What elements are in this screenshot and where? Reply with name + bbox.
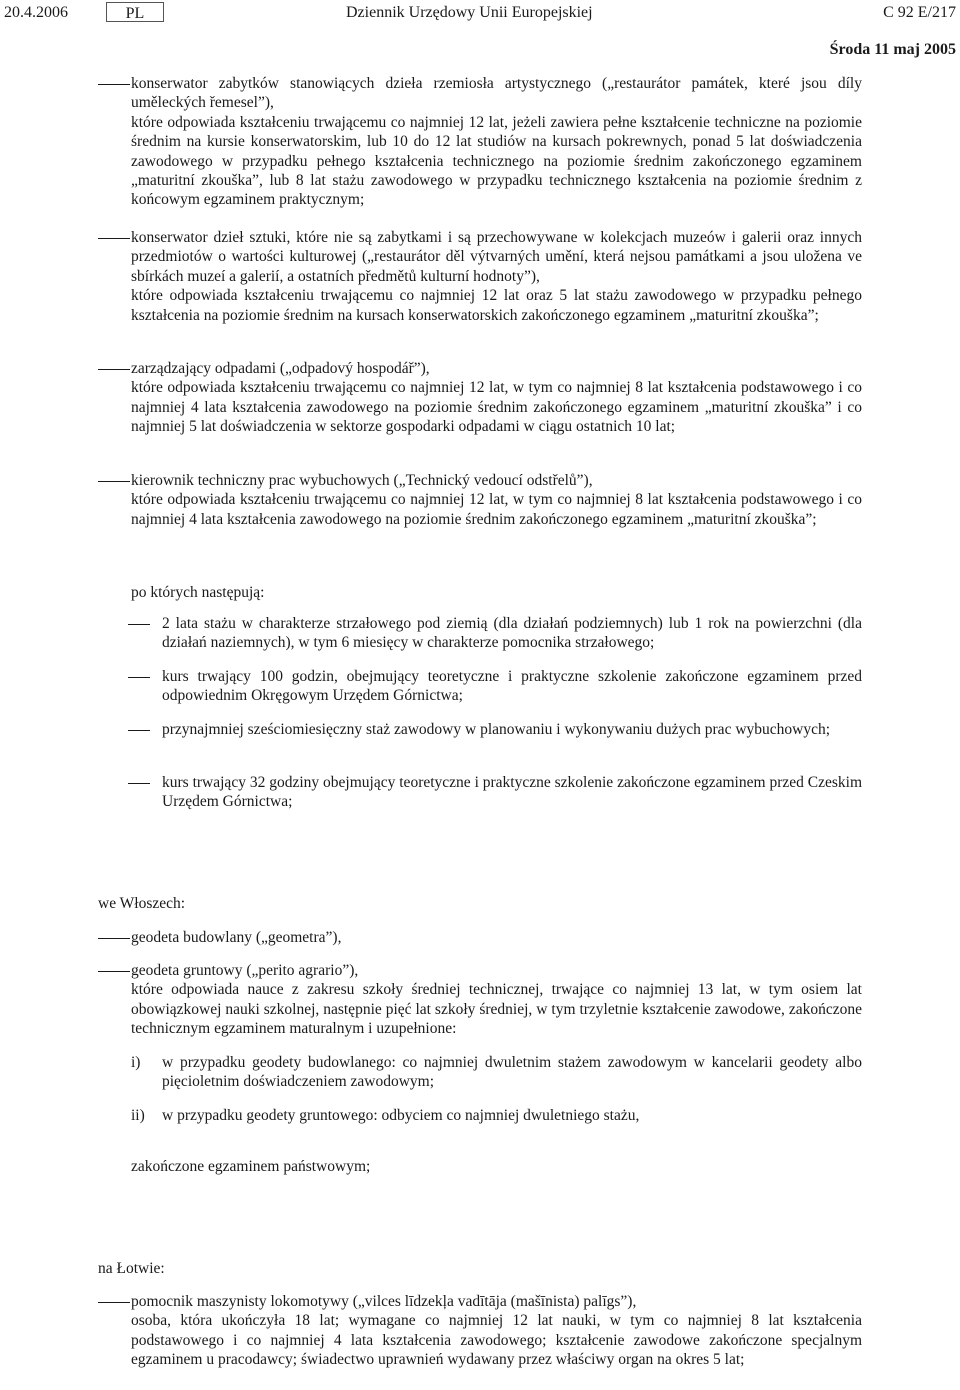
dash-marker <box>128 720 150 739</box>
publication-date: 20.4.2006 <box>4 4 68 21</box>
language-box: PL <box>106 2 164 22</box>
item-body: osoba, która ukończyła 18 lat; wymagane co najmniej 12 lat nauki, w tym co najmniej 8 lat kształcenia podstawowego i co najmniej 4 lata kształcenia zawodowego; kształcenie zawodowe zakończone specjalnym egzaminem u pracodawcy; świadectwo uprawnień wydawany przez właściwy organ na okres 5 lat; <box>131 1312 862 1369</box>
sub-list-item <box>128 614 862 653</box>
item-title: konserwator zabytków stanowiących dzieła rzemiosła artystycznego („restaurátor památek, které jsou díly uměleckých řemesel”), <box>131 75 862 112</box>
item-body: które odpowiada kształceniu trwającemu co najmniej 12 lat, jeżeli zawiera pełne kształcenie techniczne na poziomie średnim na kursie konserwatorskim, lub 10 do 12 lat studiów na kursach pokrewnych, ponad 5 lat doświadczenia zawodowego w przypadku pełnego kształcenia technicznego na poziomie średnim zakończonego egzaminem „maturitní zkouška”, lub 8 lat stażu zawodowego w przypadku technicznego kształcenia na poziomie średnim z końcowym egzaminem praktycznym; <box>131 113 862 209</box>
item-body: które odpowiada nauce z zakresu szkoły średniej technicznej, trwające co najmniej 13 lat, w tym osiem lat obowiązkowej nauki szkolnej, następnie pięć lat szkoły średniej, w tym trzyletnie kształcenie zawodowe, zakończone technicznym egzaminem maturalnym i uzupełnione: <box>131 981 862 1038</box>
country-heading-italy: we Włoszech: <box>98 895 186 912</box>
journal-title: Dziennik Urzędowy Unii Europejskiej <box>346 4 593 21</box>
dash-marker <box>98 471 130 490</box>
dash-marker <box>128 614 150 633</box>
list-item <box>98 928 862 947</box>
dash-marker <box>98 928 130 947</box>
item-body: które odpowiada kształceniu trwającemu co najmniej 12 lat oraz 5 lat stażu zawodowego w przypadku pełnego kształcenia na poziomie średnim na kursach konserwatorskich zakończonego egzaminem „maturitní zkouška”; <box>131 287 862 324</box>
dash-marker <box>98 228 130 247</box>
roman-item <box>131 1053 862 1092</box>
session-date: Środa 11 maj 2005 <box>829 41 956 58</box>
sub-item-text: kurs trwający 32 godziny obejmujący teoretyczne i praktyczne szkolenie zakończone egzaminem przed Czeskim Urzędem Górnictwa; <box>162 774 862 811</box>
item-title: geodeta budowlany („geometra”), <box>131 929 342 946</box>
roman-item <box>131 1106 862 1125</box>
item-title: zarządzający odpadami („odpadový hospodář”), <box>131 360 430 377</box>
list-item <box>98 1292 862 1370</box>
page-reference: C 92 E/217 <box>883 4 956 21</box>
sub-list-item <box>128 773 862 812</box>
list-item <box>98 961 862 1039</box>
item-body: które odpowiada kształceniu trwającemu co najmniej 12 lat, w tym co najmniej 8 lat kształcenia podstawowego i co najmniej 4 lata kształcenia zawodowego na poziomie średnim zakończonego egzaminem „maturitní zkouška”; <box>131 491 862 528</box>
page-header <box>0 2 960 24</box>
dash-marker <box>98 74 130 93</box>
sub-item-text: kurs trwający 100 godzin, obejmujący teoretyczne i praktyczne szkolenie zakończone egzaminem przed odpowiednim Okręgowym Urzędem Górnictwa; <box>162 668 862 705</box>
roman-text: w przypadku geodety budowlanego: co najmniej dwuletnim stażem zawodowym w kancelarii geodety albo pięcioletnim doświadczeniem zawodowym; <box>162 1054 862 1091</box>
dash-marker <box>98 359 130 378</box>
list-item <box>98 74 862 210</box>
sub-list-item <box>128 720 862 739</box>
dash-marker <box>98 961 130 980</box>
country-heading-latvia: na Łotwie: <box>98 1260 165 1277</box>
list-item <box>98 359 862 437</box>
item-title: kierownik techniczny prac wybuchowych („Technický vedoucí odstřelů”), <box>131 472 593 489</box>
dash-marker <box>128 773 150 792</box>
item-title: geodeta gruntowy („perito agrario”), <box>131 962 359 979</box>
item-title: konserwator dzieł sztuki, które nie są zabytkami i są przechowywane w kolekcjach muzeów i galerii oraz innych przedmiotów o wartości kulturowej („restaurátor děl výtvarných umění, která nejsou památkami a jsou uložena ve sbírkách muzeí a galerií, a ostatních předmětů kulturní hodnoty”), <box>131 229 862 285</box>
sub-item-text: 2 lata stażu w charakterze strzałowego pod ziemią (dla działań podziemnych) lub 1 rok na powierzchni (dla działań naziemnych), w tym 6 miesięcy w charakterze pomocnika strzałowego; <box>162 615 862 652</box>
dash-marker <box>98 1292 130 1311</box>
sub-item-text: przynajmniej sześciomiesięczny staż zawodowy w planowaniu i wykonywaniu dużych prac wybuchowych; <box>162 721 831 738</box>
list-item <box>98 228 862 325</box>
roman-label: ii) <box>131 1107 145 1124</box>
followed-by-label: po których następują: <box>131 584 265 601</box>
sub-list-item <box>128 667 862 706</box>
item-body: które odpowiada kształceniu trwającemu co najmniej 12 lat, w tym co najmniej 8 lat kształcenia podstawowego i co najmniej 4 lata kształcenia zawodowego na poziomie średnim zakończonego egzaminem „maturitní zkouška” i co najmniej 5 lat doświadczenia w sektorze gospodarki odpadami w ciągu ostatnich 10 lat; <box>131 379 862 436</box>
item-title: pomocnik maszynisty lokomotywy („vilces līdzekļa vadītāja (mašīnista) palīgs”), <box>131 1293 637 1310</box>
list-item <box>98 471 862 529</box>
roman-label: i) <box>131 1054 141 1071</box>
closing-text: zakończone egzaminem państwowym; <box>131 1158 371 1175</box>
roman-text: w przypadku geodety gruntowego: odbyciem co najmniej dwuletniego stażu, <box>162 1107 640 1124</box>
dash-marker <box>128 667 150 686</box>
